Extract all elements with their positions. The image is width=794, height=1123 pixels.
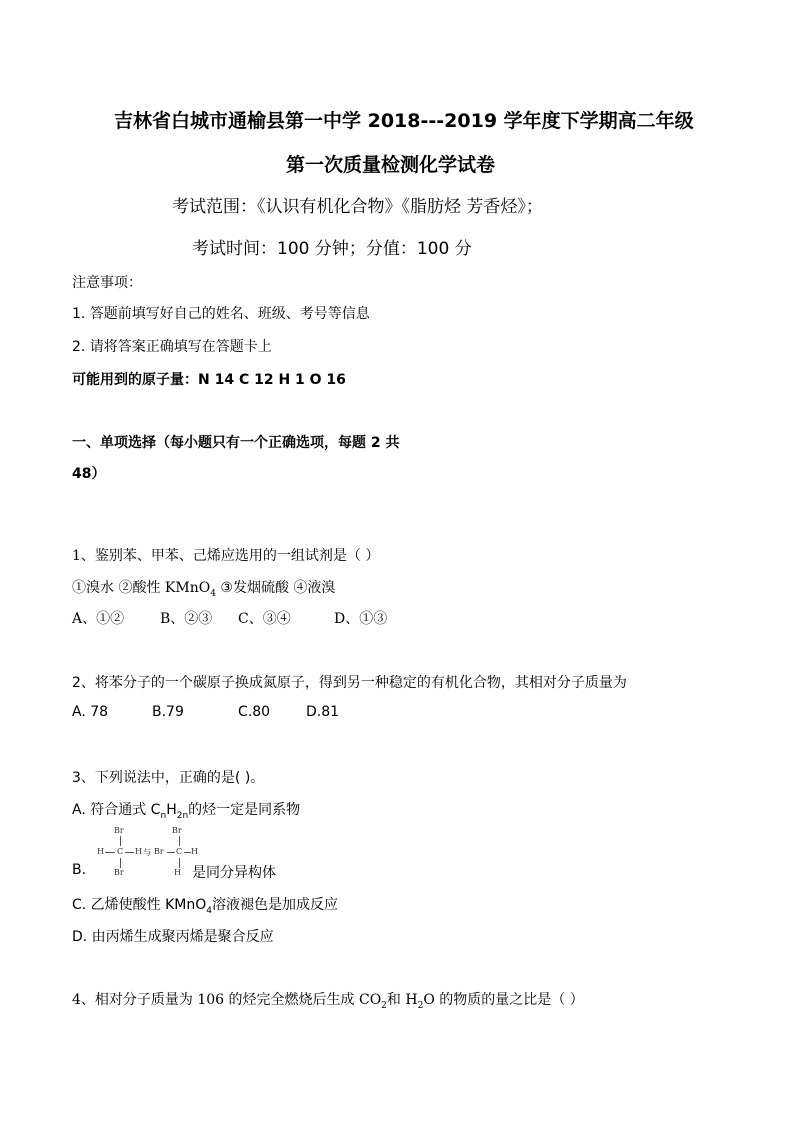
- section-heading-line-2: 48）: [72, 466, 106, 482]
- q1-stem: 1、鉴别苯、甲苯、己烯应选用的一组试剂是（ ）: [72, 548, 380, 564]
- notes-heading: 注意事项：: [72, 275, 142, 291]
- q3-option-b-text: 是同分异构体: [192, 865, 276, 881]
- bond-line: [179, 836, 180, 846]
- struct-c-left: C: [117, 847, 124, 856]
- title-line-2: 第一次质量检测化学试卷: [286, 154, 496, 176]
- q1-option-c: C、③④: [238, 611, 291, 627]
- q3-option-b-label: B.: [72, 862, 87, 878]
- struct-h-left: H: [97, 847, 104, 856]
- bond-line: [125, 852, 134, 853]
- q3-a-prefix: A. 符合通式 C: [72, 802, 161, 818]
- note-item-2: 2. 请将答案正确填写在答题卡上: [72, 339, 272, 355]
- q2-stem: 2、将苯分子的一个碳原子换成氮原子，得到另一种稳定的有机化合物，其相对分子质量为: [72, 675, 627, 691]
- q3-option-c: [72, 894, 338, 916]
- q3-c-suffix: 溶液褪色是加成反应: [212, 897, 339, 913]
- bond-line: [184, 852, 191, 853]
- struct-br-left-of-right: Br: [154, 847, 164, 856]
- atomic-mass-line: 可能用到的原子量：N 14 C 12 H 1 O 16: [72, 372, 346, 388]
- q1-option-d: D、①③: [334, 611, 388, 627]
- q3-a-mid: H: [166, 802, 177, 818]
- q3-a-suffix: 的烃一定是同系物: [188, 802, 301, 818]
- q1-reagents-suffix: ③发烟硫酸 ④液溴: [215, 580, 336, 596]
- q4-stem-suffix: O 的物质的量之比是（ ）: [423, 992, 584, 1008]
- q4-sub-co2: 2: [381, 1000, 387, 1011]
- struct-br-top-left: Br: [114, 826, 124, 835]
- title-line-1: 吉林省白城市通榆县第一中学 2018---2019 学年度下学期高二年级: [114, 110, 694, 132]
- bond-line: [167, 852, 175, 853]
- q1-option-b: B、②③: [160, 611, 213, 627]
- q3-option-d: D. 由丙烯生成聚丙烯是聚合反应: [72, 929, 274, 945]
- q1-reagents: [72, 577, 335, 599]
- q3-stem: 3、下列说法中，正确的是( )。: [72, 770, 265, 786]
- struct-c-right: C: [176, 847, 183, 856]
- q1-reagents-prefix: ①溴水 ②酸性 KMnO: [72, 580, 211, 596]
- bond-line: [120, 836, 121, 846]
- q3-c-sub: 4: [206, 905, 213, 916]
- struct-h-right-of-left: H: [135, 847, 142, 856]
- q4-stem-mid: 和 H: [386, 992, 418, 1008]
- struct-h-far-right: H: [191, 847, 198, 856]
- q3-structure-diagram: [92, 826, 202, 878]
- struct-yu: 与: [143, 848, 151, 857]
- bond-line: [179, 858, 180, 868]
- q1-option-a: A、①②: [72, 611, 125, 627]
- q4-stem-prefix: 4、相对分子质量为 106 的烃完全燃烧后生成 CO: [72, 992, 382, 1008]
- section-heading-line-1: 一、单项选择（每小题只有一个正确选项，每题 2 共: [72, 435, 400, 451]
- q2-option-d: D.81: [306, 704, 340, 720]
- exam-time: 考试时间：100 分钟；分值：100 分: [192, 239, 472, 259]
- q3-c-prefix: C. 乙烯使酸性 KMnO: [72, 897, 207, 913]
- bond-line: [105, 852, 115, 853]
- bond-line: [120, 858, 121, 868]
- note-item-1: 1. 答题前填写好自己的姓名、班级、考号等信息: [72, 306, 370, 322]
- q4-stem: [72, 989, 584, 1011]
- q3-a-sub-2n: 2n: [176, 810, 189, 821]
- q1-reagents-sub: 4: [210, 588, 216, 599]
- q3-a-sub-n: n: [160, 810, 167, 821]
- struct-br-top-right: Br: [172, 826, 182, 835]
- exam-scope: 考试范围：《认识有机化合物》《脂肪烃 芳香烃》；: [172, 197, 543, 217]
- struct-br-bottom-left: Br: [114, 868, 124, 877]
- q2-option-a: A. 78: [72, 704, 109, 720]
- q3-option-a: [72, 799, 300, 821]
- q2-option-b: B.79: [152, 704, 184, 720]
- q4-sub-h2o: 2: [417, 1000, 424, 1011]
- struct-h-bottom-right: H: [174, 868, 181, 877]
- q2-option-c: C.80: [238, 704, 271, 720]
